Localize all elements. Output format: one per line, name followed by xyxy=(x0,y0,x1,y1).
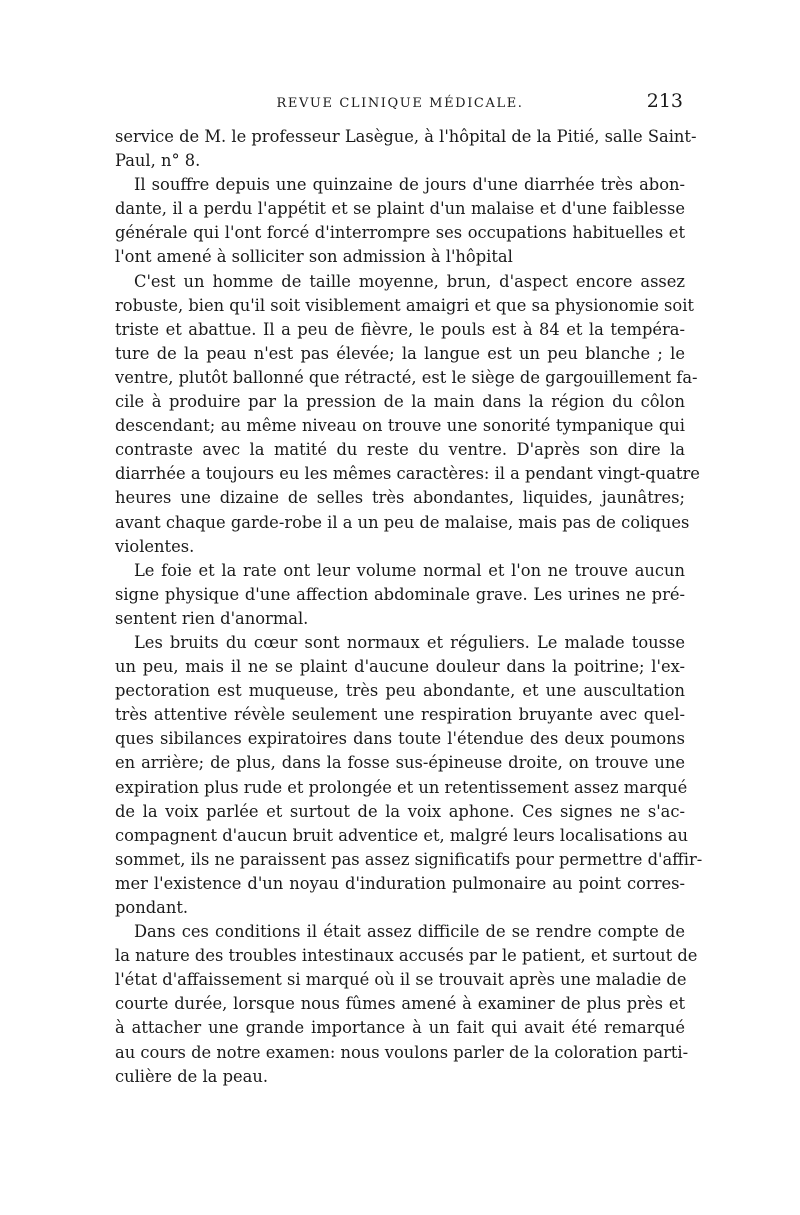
text-line: dante, il a perdu l'appétit et se plaint d'un malaise et d'une faiblesse xyxy=(115,199,685,219)
text-line: au cours de notre examen: nous voulons parler de la coloration parti- xyxy=(115,1042,689,1062)
text-line: ques sibilances expiratoires dans toute l'étendue des deux poumons xyxy=(115,729,685,749)
text-line: l'état d'affaissement si marqué où il se trouvait après une maladie de xyxy=(115,970,687,990)
text-line: culière de la peau. xyxy=(115,1066,268,1086)
text-line: expiration plus rude et prolongée et un retentissement assez marqué xyxy=(115,777,688,797)
text-line: pondant. xyxy=(115,898,189,917)
text-line: Le foie et la rate ont leur volume normal et l'on ne trouve aucun xyxy=(134,560,685,580)
text-line: Dans ces conditions il était assez difficile de se rendre compte de xyxy=(134,922,685,942)
book-page xyxy=(115,90,703,1089)
text-line: très attentive révèle seulement une respiration bruyante avec quel- xyxy=(115,705,685,725)
text-line: C'est un homme de taille moyenne, brun, d'aspect encore assez xyxy=(134,271,685,291)
text-line: signe physique d'une affection abdominale grave. Les urines ne pré- xyxy=(115,584,685,604)
text-line: générale qui l'ont forcé d'interrompre ses occupations habituelles et xyxy=(115,223,685,243)
text-line: pectoration est muqueuse, très peu abondante, et une auscultation xyxy=(115,681,685,701)
text-line: Il souffre depuis une quinzaine de jours d'une diarrhée très abon- xyxy=(134,175,685,195)
text-line: heures une dizaine de selles très abondantes, liquides, jaunâtres; xyxy=(115,488,685,508)
text-line: avant chaque garde-robe il a un peu de malaise, mais pas de coliques xyxy=(115,512,690,532)
paragraph xyxy=(115,125,697,173)
text-line: ventre, plutôt ballonné que rétracté, est le siège de gargouillement fa- xyxy=(115,367,698,387)
text-line: contraste avec la matité du reste du ventre. D'après son dire la xyxy=(115,440,685,460)
paragraph xyxy=(115,559,685,631)
text-line: en arrière; de plus, dans la fosse sus-épineuse droite, on trouve une xyxy=(115,753,685,773)
text-line: Paul, n° 8. xyxy=(115,151,201,171)
text-line: un peu, mais il ne se plaint d'aucune douleur dans la poitrine; l'ex- xyxy=(115,657,685,677)
text-line: service de M. le professeur Lasègue, à l'hôpital de la Pitié, salle Saint- xyxy=(115,127,697,146)
text-line: Les bruits du cœur sont normaux et réguliers. Le malade tousse xyxy=(134,632,685,652)
running-title: REVUE CLINIQUE MÉDICALE. xyxy=(276,96,524,111)
text-line: à attacher une grande importance à un fait qui avait été remarqué xyxy=(115,1018,685,1038)
text-line: sentent rien d'anormal. xyxy=(115,608,309,628)
text-line: courte durée, lorsque nous fûmes amené à examiner de plus près et xyxy=(115,994,685,1014)
text-line: diarrhée a toujours eu les mêmes caractères: il a pendant vingt-quatre xyxy=(115,464,700,484)
text-line: mer l'existence d'un noyau d'induration pulmonaire au point corres- xyxy=(115,873,685,893)
text-line: cile à produire par la pression de la main dans la région du côlon xyxy=(115,392,685,412)
running-head xyxy=(115,90,685,124)
text-line: la nature des troubles intestinaux accusés par le patient, et surtout de xyxy=(115,946,698,966)
text-line: descendant; au même niveau on trouve une sonorité tympanique qui xyxy=(115,416,685,436)
text-line: compagnent d'aucun bruit adventice et, malgré leurs localisations au xyxy=(115,825,688,845)
body-text xyxy=(115,125,703,1089)
paragraph xyxy=(115,270,700,559)
text-line: violentes. xyxy=(115,536,195,556)
text-line: sommet, ils ne paraissent pas assez significatifs pour permettre d'affir- xyxy=(115,849,703,869)
text-line: triste et abattue. Il a peu de fièvre, le pouls est à 84 et la tempéra- xyxy=(115,319,685,339)
text-line: robuste, bien qu'il soit visiblement amaigri et que sa physionomie soit xyxy=(115,295,694,315)
page-number: 213 xyxy=(646,90,683,112)
text-line: l'ont amené à solliciter son admission à l'hôpital xyxy=(115,247,513,267)
paragraph xyxy=(115,631,703,920)
paragraph xyxy=(115,920,698,1089)
paragraph xyxy=(115,173,685,269)
text-line: ture de la peau n'est pas élevée; la langue est un peu blanche ; le xyxy=(115,343,685,363)
text-line: de la voix parlée et surtout de la voix aphone. Ces signes ne s'ac- xyxy=(115,801,685,821)
